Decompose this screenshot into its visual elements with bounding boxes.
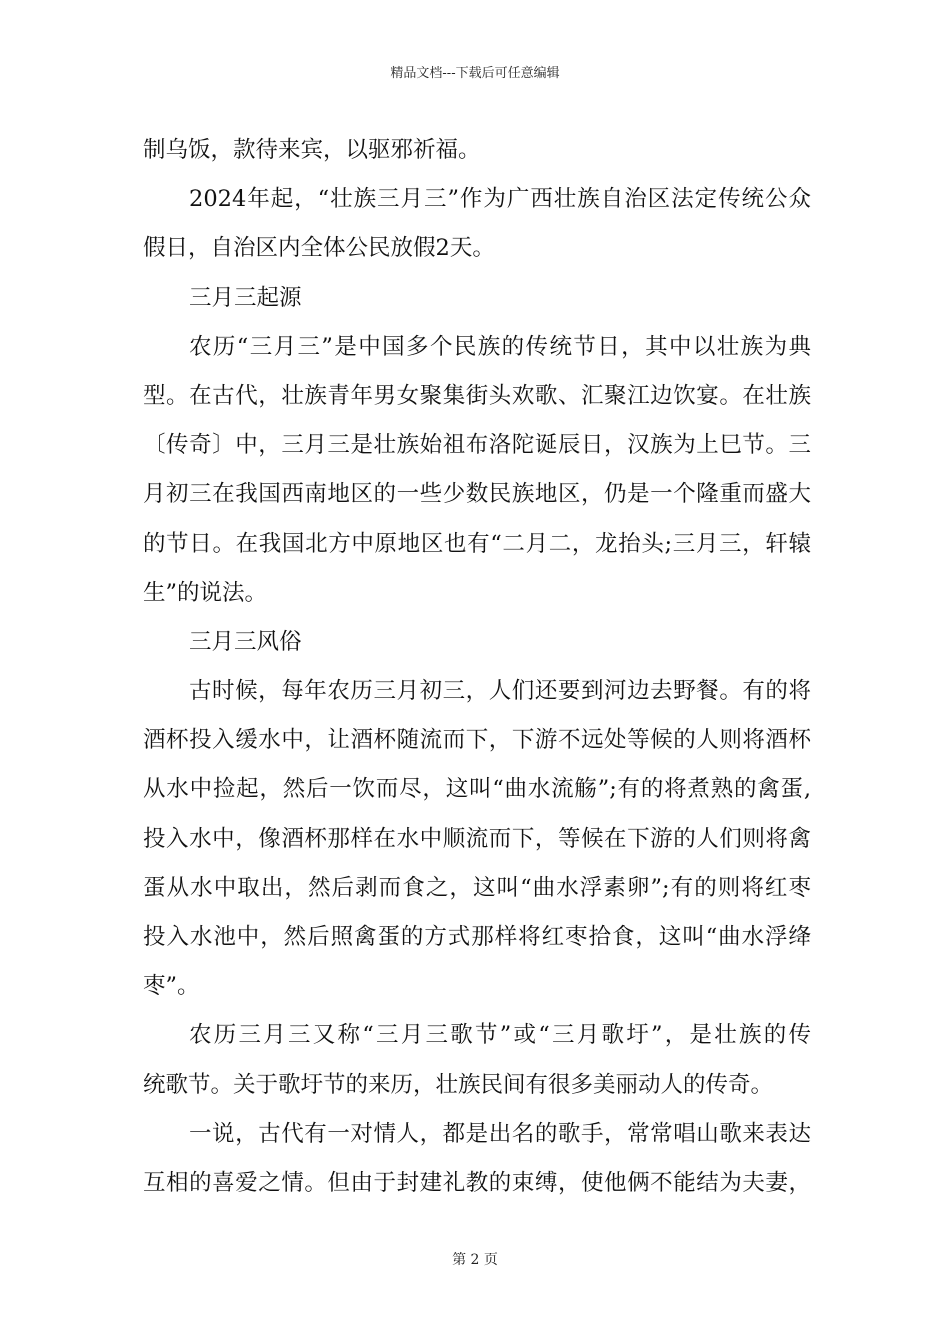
text-line: 古时候，每年农历三月初三，人们还要到河边去野餐。有的将 <box>189 678 811 705</box>
text-line: 互相的喜爱之情。但由于封建礼教的束缚，使他俩不能结为夫妻， <box>143 1169 811 1196</box>
text-line: 型。在古代，壮族青年男女聚集街头欢歌、汇聚江边饮宴。在壮族 <box>143 382 811 409</box>
text-line: 一说，古代有一对情人，都是出名的歌手，常常唱山歌来表达 <box>189 1120 811 1147</box>
section-heading: 三月三起源 <box>189 284 302 311</box>
section-heading: 三月三风俗 <box>189 628 302 655</box>
text-line: 酒杯投入缓水中，让酒杯随流而下，下游不远处等候的人则将酒杯 <box>143 727 811 754</box>
text-line: 投入水中，像酒杯那样在水中顺流而下，等候在下游的人们则将禽 <box>143 825 811 852</box>
text-line: 农历三月三又称“三月三歌节”或“三月歌圩”，是壮族的传 <box>189 1022 811 1049</box>
text-line: 生”的说法。 <box>143 579 268 606</box>
text-line: 2024年起，“壮族三月三”作为广西壮族自治区法定传统公众 <box>189 186 811 213</box>
text-line: 统歌节。关于歌圩节的来历，壮族民间有很多美丽动人的传奇。 <box>143 1071 774 1098</box>
document-body <box>143 126 811 1208</box>
text-line: 假日，自治区内全体公民放假2天。 <box>143 235 495 262</box>
text-line: 投入水池中，然后照禽蛋的方式那样将红枣拾食，这叫“曲水浮绛 <box>143 924 811 950</box>
text-line: 〔传奇〕中，三月三是壮族始祖布洛陀诞辰日，汉族为上巳节。三 <box>143 432 811 459</box>
text-line: 从水中捡起，然后一饮而尽，这叫“曲水流觞”;有的将煮熟的禽蛋, <box>143 776 811 803</box>
text-line: 制乌饭，款待来宾，以驱邪祈福。 <box>143 137 481 163</box>
page-header: 精品文档---下载后可任意编辑 <box>390 66 560 81</box>
text-line: 的节日。在我国北方中原地区也有“二月二，龙抬头;三月三，轩辕 <box>143 530 811 557</box>
text-line: 枣”。 <box>143 973 200 1000</box>
text-line: 月初三在我国西南地区的一些少数民族地区，仍是一个隆重而盛大 <box>143 481 811 508</box>
page-number: 第 2 页 <box>452 1252 498 1268</box>
text-line: 蛋从水中取出，然后剥而食之，这叫“曲水浮素卵”;有的则将红枣 <box>143 874 811 901</box>
text-line: 农历“三月三”是中国多个民族的传统节日，其中以壮族为典 <box>189 333 811 360</box>
